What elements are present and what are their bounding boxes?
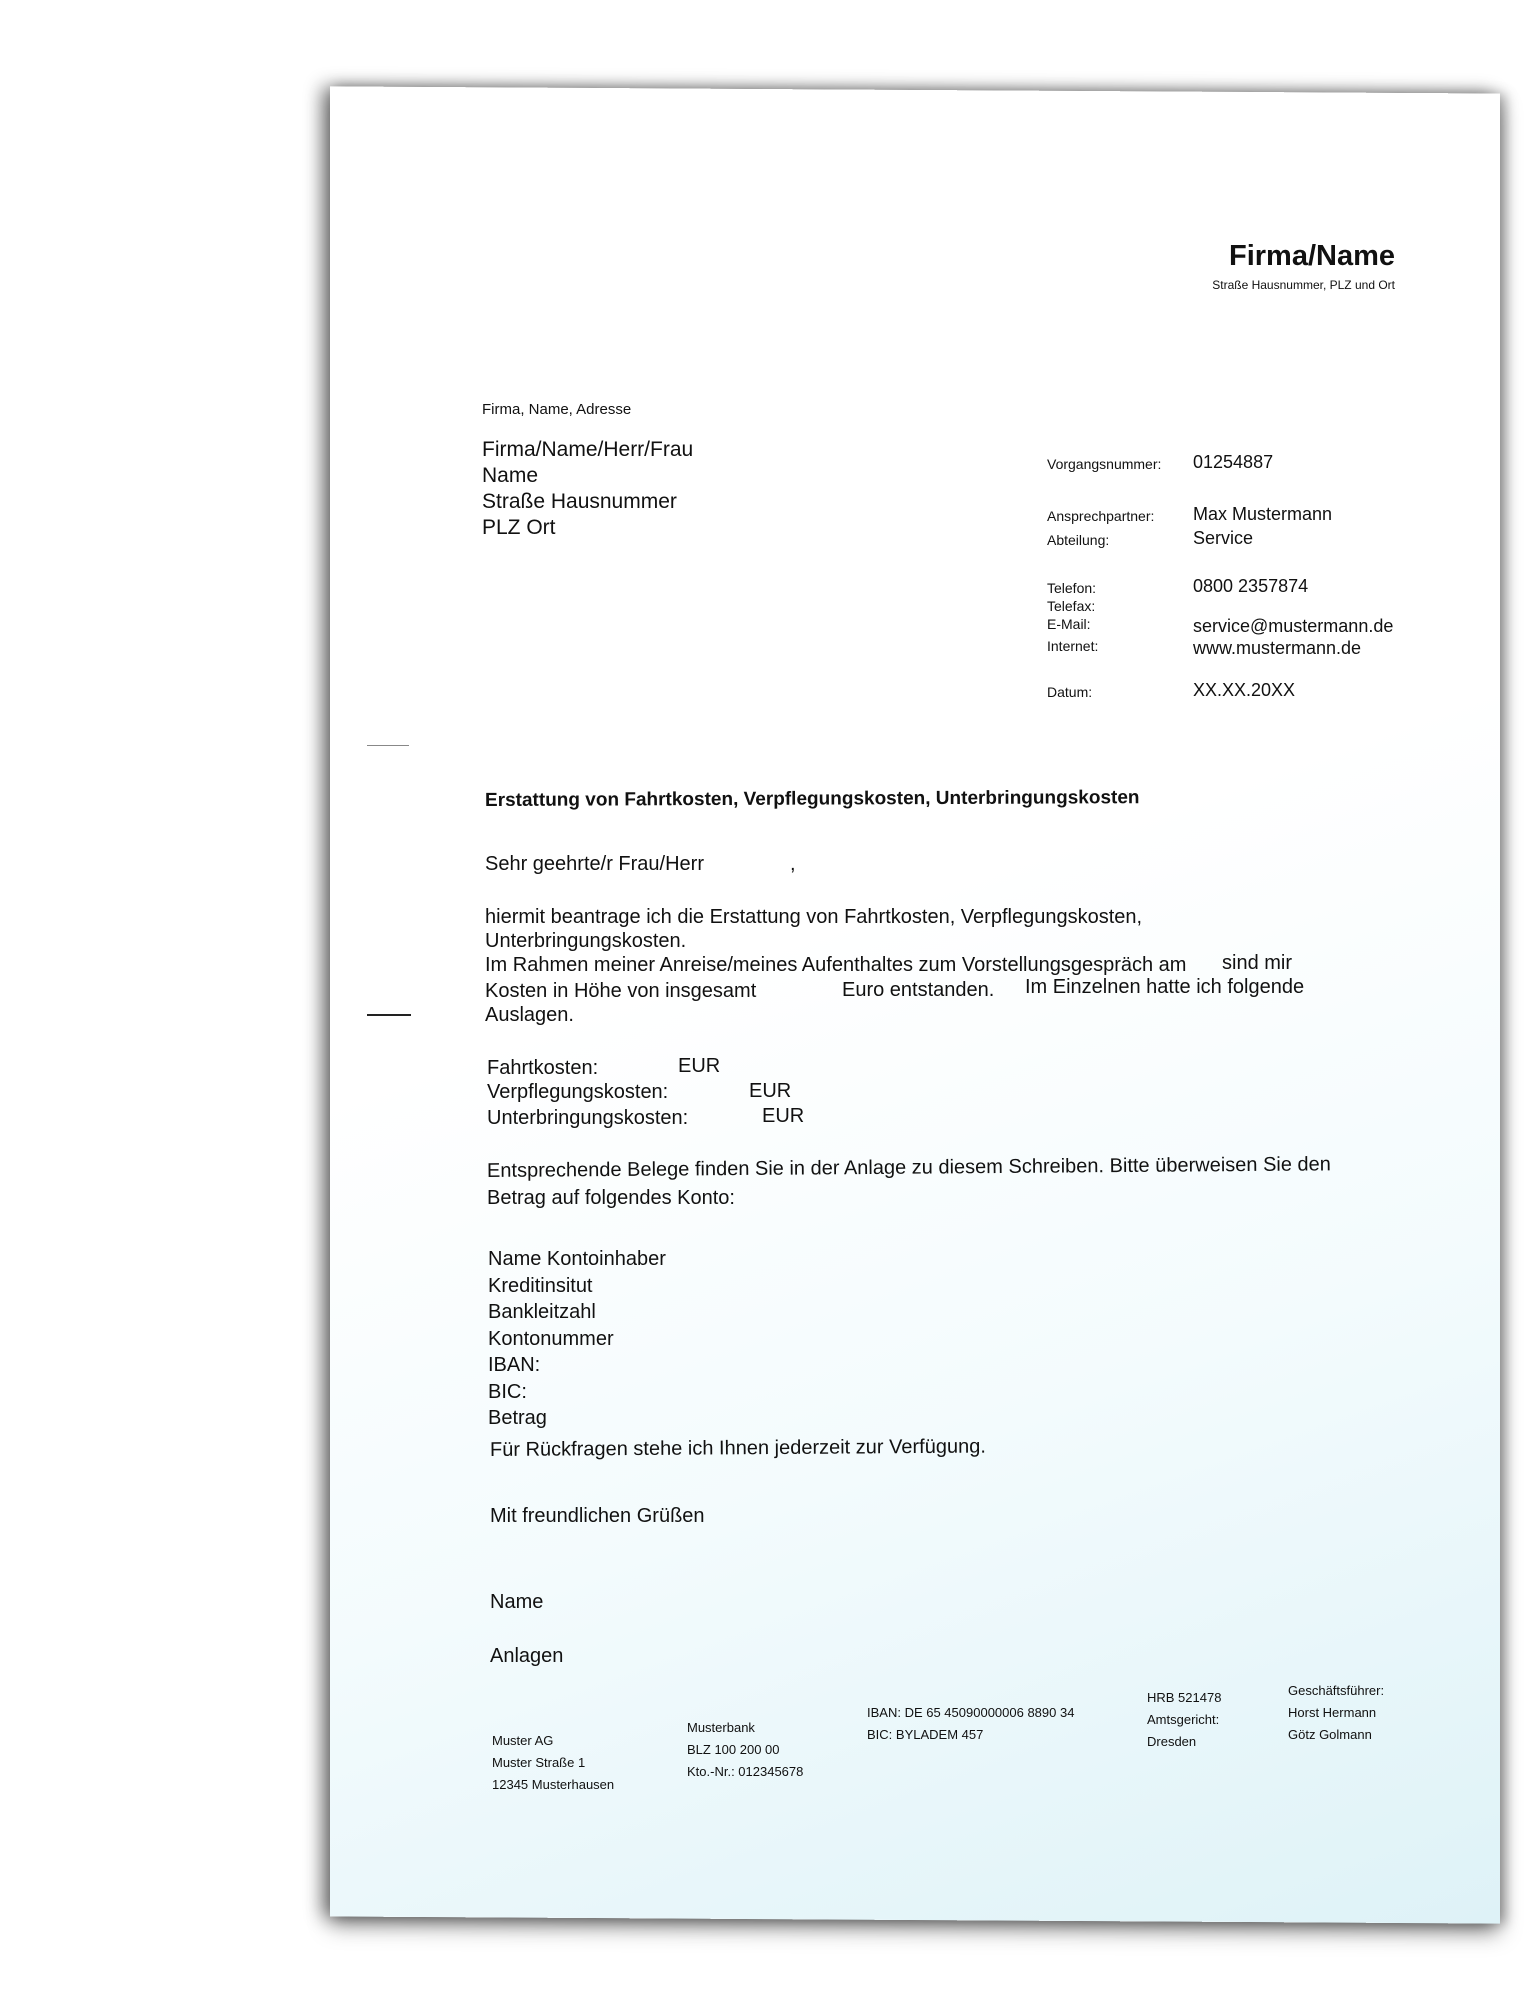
cost-unit: EUR <box>678 1055 721 1077</box>
recipient-line: Straße Hausnummer <box>482 490 677 513</box>
body-line: Im Rahmen meiner Anreise/meines Aufenthaltes zum Vorstellungsgespräch am <box>485 954 1187 976</box>
cost-unit: EUR <box>749 1080 792 1102</box>
cost-unit: EUR <box>762 1105 805 1127</box>
dept-label: Abteilung: <box>1047 532 1110 548</box>
contact-label: Ansprechpartner: <box>1047 508 1155 524</box>
body-line: Auslagen. <box>485 1004 574 1026</box>
footer-line: HRB 521478 <box>1147 1690 1222 1705</box>
email-label: E-Mail: <box>1047 616 1091 632</box>
account-line: IBAN: <box>488 1354 541 1376</box>
footer-line: BLZ 100 200 00 <box>687 1742 780 1757</box>
company-address: Straße Hausnummer, PLZ und Ort <box>1212 278 1395 292</box>
contact-value: Max Mustermann <box>1193 504 1333 524</box>
signature-name: Name <box>490 1591 544 1613</box>
footer-bank <box>687 1717 803 1783</box>
body-line: sind mir <box>1222 952 1293 974</box>
footer-line: Muster Straße 1 <box>492 1755 586 1770</box>
sender-line: Firma, Name, Adresse <box>482 401 632 418</box>
footer-iban <box>867 1702 1074 1746</box>
dept-value: Service <box>1193 528 1254 548</box>
web-label: Internet: <box>1047 638 1099 654</box>
account-line: Betrag <box>488 1407 547 1429</box>
body-line: Im Einzelnen hatte ich folgende <box>1025 976 1305 998</box>
cost-label: Unterbringungskosten: <box>487 1107 689 1129</box>
web-value: www.mustermann.de <box>1193 638 1362 658</box>
punch-mark <box>367 1014 411 1016</box>
date-value: XX.XX.20XX <box>1193 680 1296 700</box>
email-value: service@mustermann.de <box>1193 616 1394 636</box>
case-value: 01254887 <box>1193 452 1274 472</box>
questions-line: Für Rückfragen stehe ich Ihnen jederzeit zur Verfügung. <box>489 1435 986 1461</box>
footer-line: IBAN: DE 65 45090000006 8890 34 <box>867 1705 1075 1720</box>
salutation-comma: , <box>790 853 796 875</box>
account-line: Bankleitzahl <box>488 1301 596 1323</box>
footer-line: Muster AG <box>492 1733 554 1748</box>
salutation: Sehr geehrte/r Frau/Herr <box>485 853 704 875</box>
footer-line: BIC: BYLADEM 457 <box>867 1727 984 1742</box>
phone-label: Telefon: <box>1047 580 1097 596</box>
footer-line: Geschäftsführer: <box>1288 1683 1385 1698</box>
recipient-line: Name <box>482 464 539 487</box>
footer-line: Musterbank <box>687 1720 755 1735</box>
recipient-line: PLZ Ort <box>482 516 556 539</box>
account-line: Kontonummer <box>488 1327 614 1350</box>
recipient-line: Firma/Name/Herr/Frau <box>482 438 694 461</box>
cost-label: Fahrtkosten: <box>487 1057 599 1079</box>
footer-line: Kto.-Nr.: 012345678 <box>687 1764 804 1779</box>
attachments-line: Anlagen <box>490 1645 564 1667</box>
footer-line: 12345 Musterhausen <box>492 1777 615 1792</box>
footer-company <box>492 1730 614 1796</box>
body-line: Betrag auf folgendes Konto: <box>487 1187 735 1209</box>
footer-line: Götz Golmann <box>1288 1727 1372 1742</box>
recipient-address <box>482 437 693 541</box>
footer-management <box>1288 1680 1384 1746</box>
body-line: Euro entstanden. <box>842 979 995 1001</box>
footer-line: Dresden <box>1147 1734 1197 1749</box>
footer-line: Amtsgericht: <box>1147 1712 1220 1727</box>
body-line: Unterbringungskosten. <box>485 930 687 952</box>
account-details <box>488 1246 666 1432</box>
fax-label: Telefax: <box>1047 598 1096 614</box>
phone-value: 0800 2357874 <box>1193 576 1309 596</box>
account-line: Kreditinsitut <box>488 1274 593 1297</box>
account-line: BIC: <box>488 1380 527 1403</box>
footer-register <box>1147 1687 1221 1753</box>
company-title: Firma/Name <box>1228 240 1395 272</box>
body-line: Entsprechende Belege finden Sie in der Anlage zu diesem Schreiben. Bitte überweisen Sie den <box>486 1153 1331 1182</box>
footer-line: Horst Hermann <box>1288 1705 1377 1720</box>
cost-label: Verpflegungskosten: <box>487 1081 669 1103</box>
fold-mark <box>367 745 409 746</box>
closing-line: Mit freundlichen Grüßen <box>490 1505 705 1527</box>
letter-subject: Erstattung von Fahrtkosten, Verpflegungskosten, Unterbringungskosten <box>484 787 1140 811</box>
body-line: hiermit beantrage ich die Erstattung von Fahrtkosten, Verpflegungskosten, <box>485 906 1143 928</box>
date-label: Datum: <box>1047 684 1093 700</box>
account-line: Name Kontoinhaber <box>488 1248 666 1270</box>
letter-page <box>330 90 1500 1920</box>
case-label: Vorgangsnummer: <box>1047 456 1162 472</box>
body-line: Kosten in Höhe von insgesamt <box>485 980 757 1002</box>
